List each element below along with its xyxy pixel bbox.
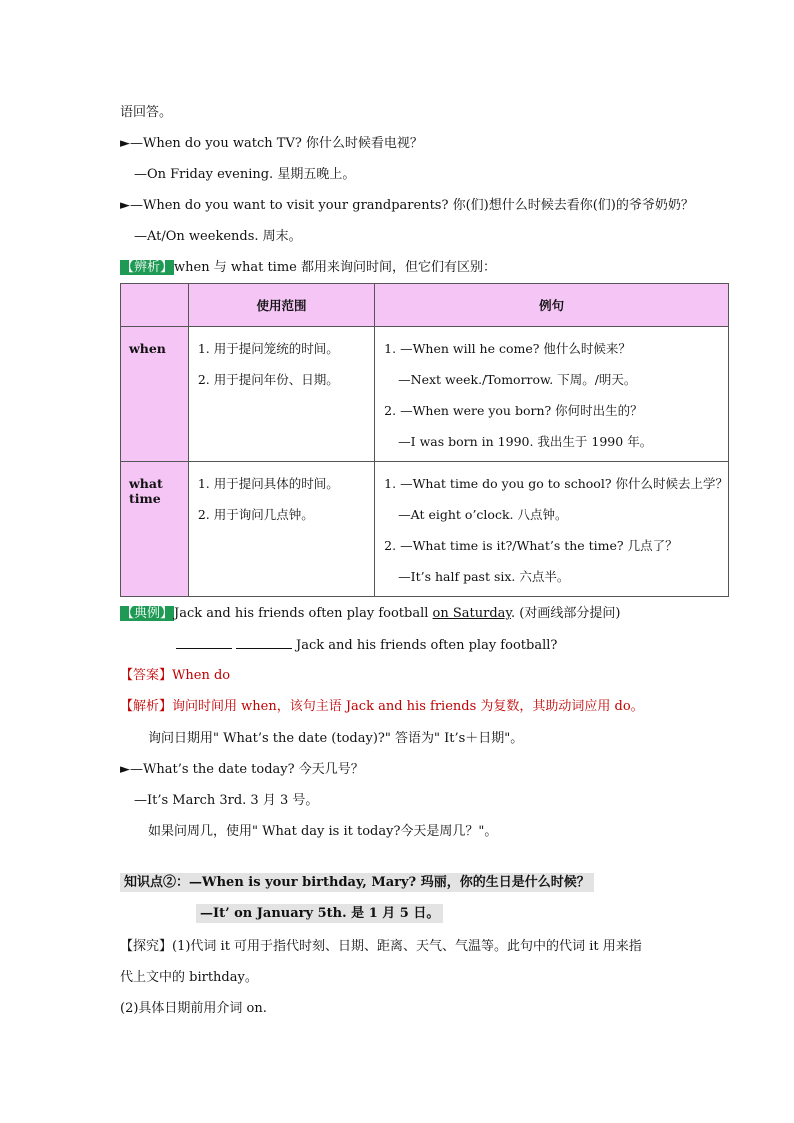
underlined-phrase: on Saturday: [432, 606, 512, 621]
example-line-1: ►—When do you watch TV? 你什么时候看电视？: [120, 136, 423, 151]
intro-line: 语回答。: [120, 105, 173, 120]
examples-cell: [375, 462, 729, 597]
analysis-line: [120, 698, 644, 716]
term-cell: when: [121, 327, 189, 462]
example-item: 1. —When will he come? 他什么时候来？: [384, 341, 631, 356]
date-line-3: —It’s March 3rd. 3 月 3 号。: [134, 793, 319, 808]
usage-cell: [188, 327, 374, 462]
header-cell-usage: 使用范围: [188, 284, 374, 327]
header-cell-empty: [121, 284, 189, 327]
question-text: Jack and his friends often play football?: [296, 638, 558, 653]
example-item: —I was born in 1990. 我出生于 1990 年。: [398, 434, 653, 449]
explore-line-3: (2)具体日期前用介词 on.: [120, 1001, 267, 1016]
date-line-1: 询问日期用" What’s the date (today)?" 答语为" It’s＋日期"。: [148, 731, 524, 746]
date-line-4: 如果问周几，使用" What day is it today?今天是周几？"。: [148, 824, 498, 839]
analysis-text: 询问时间用 when，该句主语 Jack and his friends 为复数，其助动词应用 do。: [172, 699, 644, 714]
example-line-3: ►—When do you want to visit your grandparents? 你(们)想什么时候去看你(们)的爷爷奶奶？: [120, 198, 694, 213]
knowledge-answer: —It’ on January 5th. 是 1 月 5 日。: [196, 904, 443, 923]
answer-text: When do: [172, 668, 231, 683]
bianxi-line: [120, 259, 496, 277]
example-item: 2. —What time is it?/What’s the time? 几点了？: [384, 538, 678, 553]
explore-line-2: 代上文中的 birthday。: [120, 970, 258, 985]
typical-example-line: [120, 605, 620, 623]
analysis-tag: 【解析】: [120, 699, 173, 714]
answer-blank-1[interactable]: [176, 636, 232, 649]
example-item: —It’s half past six. 六点半。: [398, 569, 570, 584]
example-text-before: Jack and his friends often play football: [174, 606, 433, 621]
knowledge-title: 知识点②：—When is your birthday, Mary? 玛丽，你的生日是什么时候？: [120, 873, 594, 892]
answer-line: [120, 667, 230, 685]
example-item: 1. —What time do you go to school? 你什么时候去上学？: [384, 476, 728, 491]
bianxi-tag: 【辨析】: [121, 260, 174, 275]
table-row: [121, 327, 729, 462]
usage-cell: [188, 462, 374, 597]
question-line: [176, 636, 557, 655]
example-item: —Next week./Tomorrow. 下周。/明天。: [398, 372, 637, 387]
explore-line-1: 【探究】(1)代词 it 可用于指代时刻、日期、距离、天气、气温等。此句中的代词 it 用来指: [120, 939, 642, 954]
usage-item: 2. 用于提问年份、日期。: [197, 372, 339, 387]
table-header-row: [121, 284, 729, 327]
answer-tag: 【答案】: [120, 668, 173, 683]
date-line-2: ►—What’s the date today? 今天几号？: [120, 762, 364, 777]
example-tag: 【典例】: [121, 606, 174, 621]
term-cell: what time: [121, 462, 189, 597]
table-row: [121, 462, 729, 597]
example-line-2: —On Friday evening. 星期五晚上。: [134, 167, 356, 182]
knowledge-answer-line: [196, 905, 443, 923]
usage-item: 1. 用于提问具体的时间。: [197, 476, 339, 491]
header-cell-examples: 例句: [375, 284, 729, 327]
bianxi-text: when 与 what time 都用来询问时间，但它们有区别：: [174, 260, 496, 275]
comparison-table: [120, 283, 729, 597]
example-item: 2. —When were you born? 你何时出生的？: [384, 403, 643, 418]
usage-item: 2. 用于询问几点钟。: [197, 507, 314, 522]
example-item: —At eight o’clock. 八点钟。: [398, 507, 568, 522]
example-text-after: . (对画线部分提问): [511, 606, 621, 621]
example-line-4: —At/On weekends. 周末。: [134, 229, 302, 244]
usage-item: 1. 用于提问笼统的时间。: [197, 341, 339, 356]
examples-cell: [375, 327, 729, 462]
knowledge-title-line: [120, 874, 594, 892]
answer-blank-2[interactable]: [236, 636, 292, 649]
